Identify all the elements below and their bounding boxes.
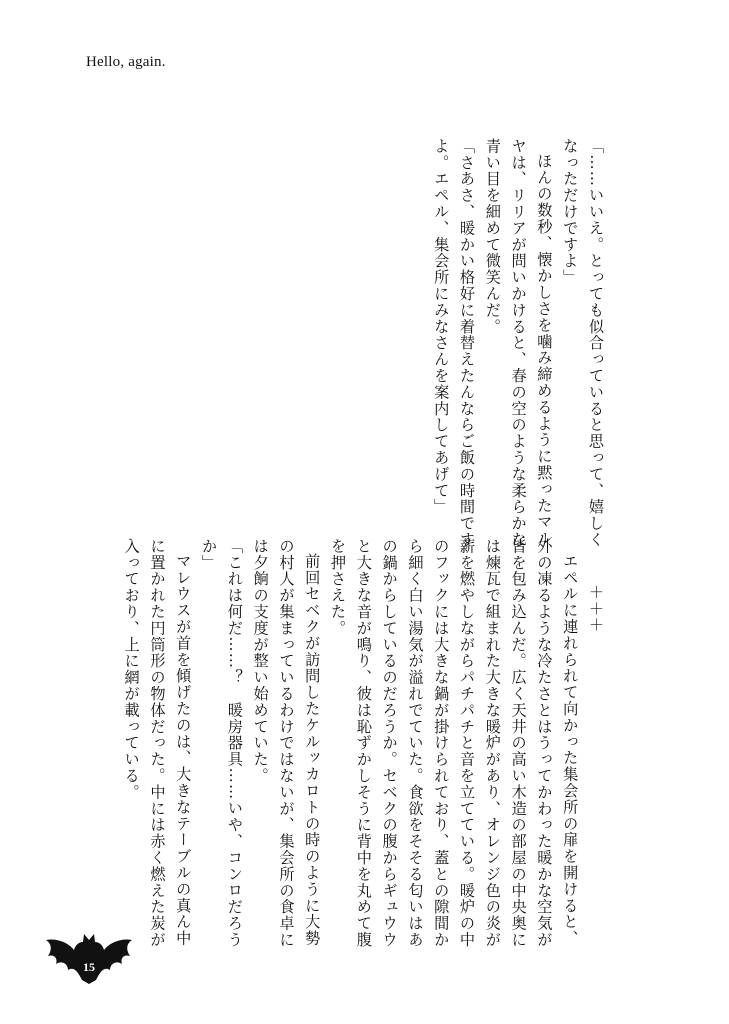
text-line: よ。エペル、集会所にみなさんを案内してあげて」 (432, 138, 451, 516)
text-line: ら細く白い湯気が溢れでていた。食欲をそそる匂いはあ (406, 538, 425, 948)
text-line: 青い目を細めて微笑んだ。 (483, 138, 502, 335)
bat-icon (38, 928, 140, 990)
page-folio (38, 928, 140, 990)
text-line: のフックには大きな鍋が掛けられており、蓋との隙間か (432, 538, 451, 948)
text-line: エペルに連れられて向かった集会所の扉を開けると、 (561, 553, 580, 947)
text-line: は夕餉の支度が整い始めていた。 (251, 538, 270, 784)
text-line: ほんの数秒、懐かしさを噛み締めるように黙ったマル (535, 153, 554, 547)
text-line: は煉瓦で組まれた大きな暖炉があり、オレンジ色の炎が (483, 538, 502, 948)
text-block-top (427, 138, 608, 548)
text-line: の鍋からしているのだろうか。セベクの腹からギュウウ (380, 538, 399, 948)
text-line: 「……いいえ。とっても似合っていると思って、嬉しく (587, 138, 605, 548)
text-line: 「さあさ、暖かい格好に着替えたんならご飯の時間です (458, 138, 477, 548)
text-block-bottom (118, 538, 608, 958)
text-line: と大きな音が鳴り、彼は恥ずかしそうに背中を丸めて腹 (354, 538, 373, 948)
text-line: 皆を包み込んだ。広く天井の高い木造の部屋の中央奥に (509, 538, 528, 948)
scene-break: ＋＋＋ (587, 583, 605, 633)
text-line: の村人が集まっているわけではないが、集会所の食卓に (277, 538, 296, 948)
page-number: 15 (83, 960, 95, 974)
text-line: なっただけですよ」 (561, 138, 580, 286)
text-line: マレウスが首を傾げたのは、大きなテーブルの真ん中 (174, 553, 193, 947)
text-line: を押さえた。 (329, 538, 348, 637)
text-line: に置かれた円筒形の物体だった。中には赤く燃えた炭が (148, 538, 167, 948)
text-line: 外の凍るような冷たさとはうってかわった暖かな空気が (535, 538, 554, 948)
running-head: Hello, again. (86, 54, 166, 70)
text-line: 「これは何だ……？ 暖房器具……いや、コンロだろう (225, 538, 244, 948)
text-line: 前回セベクが訪問したケルッカロトの時のように大勢 (303, 553, 322, 947)
text-line: か」 (200, 538, 219, 571)
text-line: 薪を燃やしながらパチパチと音を立てている。暖炉の中 (458, 538, 477, 948)
text-line: ヤは、リリアが問いかけると、春の空のような柔らかな (509, 138, 528, 548)
text-line: 入っており、上に網が載っている。 (122, 538, 141, 801)
